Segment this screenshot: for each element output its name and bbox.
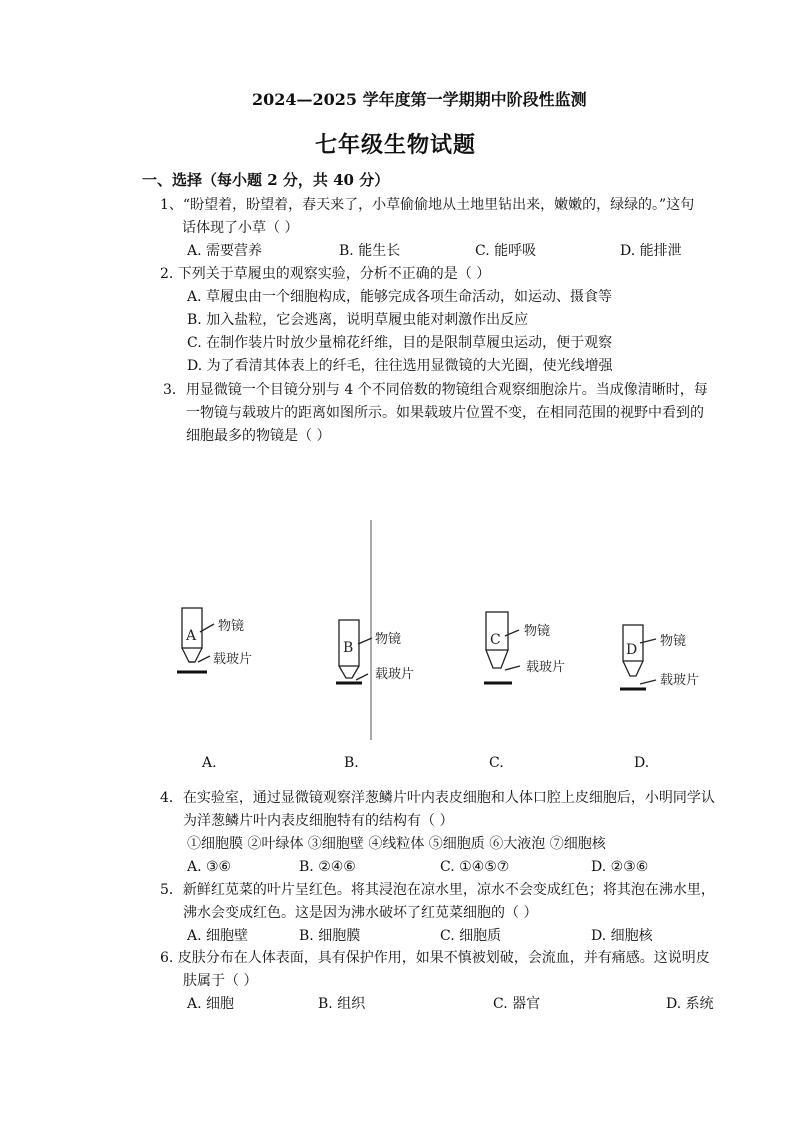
objective-d-label: 物镜 bbox=[660, 634, 687, 649]
q3-option-d: D. bbox=[634, 755, 650, 771]
q3-option-b: B. bbox=[344, 755, 359, 771]
q5-option-a: A. 细胞壁 bbox=[187, 928, 249, 944]
objective-a-letter: A bbox=[186, 628, 197, 644]
q5-stem-line2: 沸水会变成红色。这是因为沸水破坏了红苋菜细胞的（ ） bbox=[183, 905, 538, 921]
q6-option-d: D. 系统 bbox=[666, 996, 714, 1012]
q3-option-c: C. bbox=[489, 755, 504, 771]
q1-stem-line1: 1、“盼望着，盼望着，春天来了，小草偷偷地从土地里钻出来，嫩嫩的，绿绿的。”这句 bbox=[160, 197, 695, 213]
q3-stem-line2: 一物镜与载玻片的距离如图所示。如果载玻片位置不变，在相同范围的视野中看到的 bbox=[186, 405, 704, 421]
q1-option-c: C. 能呼吸 bbox=[475, 243, 537, 259]
q4-option-a: A. ③⑥ bbox=[187, 859, 232, 875]
section-title: 一、选择（每小题 2 分，共 40 分） bbox=[142, 171, 390, 189]
q1-option-b: B. 能生长 bbox=[339, 243, 401, 259]
q1-option-a: A. 需要营养 bbox=[187, 243, 263, 259]
subject-title: 七年级生物试题 bbox=[315, 132, 477, 158]
q6-option-b: B. 组织 bbox=[318, 996, 366, 1012]
q5-option-d: D. 细胞核 bbox=[591, 928, 653, 944]
slide-c-label: 载玻片 bbox=[526, 660, 566, 675]
q6-stem-line1: 6. 皮肤分布在人体表面，具有保护作用，如果不慎被划破，会流血，并有痛感。这说明皮 bbox=[160, 950, 710, 966]
q5-stem-line1: 5．新鲜红苋菜的叶片呈红色。将其浸泡在凉水里，凉水不会变成红色；将其泡在沸水里， bbox=[160, 882, 715, 898]
q4-option-c: C. ①④⑤⑦ bbox=[440, 859, 510, 875]
q4-stem-line3: ①细胞膜 ②叶绿体 ③细胞壁 ④线粒体 ⑤细胞质 ⑥大液泡 ⑦细胞核 bbox=[187, 836, 606, 852]
objective-b-letter: B bbox=[343, 640, 354, 656]
slide-a-label: 载玻片 bbox=[213, 652, 253, 667]
objective-c-label: 物镜 bbox=[524, 624, 551, 639]
q4-stem-line2: 为洋葱鳞片叶内表皮细胞特有的结构有（ ） bbox=[183, 813, 454, 829]
q4-stem-line1: 4．在实验室，通过显微镜观察洋葱鳞片叶内表皮细胞和人体口腔上皮细胞后，小明同学认 bbox=[160, 790, 715, 806]
slide-b-label: 载玻片 bbox=[375, 667, 415, 682]
q6-stem-line2: 肤属于（ ） bbox=[183, 973, 258, 989]
q2-stem: 2. 下列关于草履虫的观察实验，分析不正确的是（ ） bbox=[160, 266, 491, 282]
q4-option-d: D. ②③⑥ bbox=[591, 859, 649, 875]
q2-option-b: B. 加入盐粒，它会逃离，说明草履虫能对刺激作出反应 bbox=[187, 312, 529, 328]
objective-lens-figure bbox=[0, 520, 794, 740]
q2-option-c: C. 在制作装片时放少量棉花纤维，目的是限制草履虫运动，便于观察 bbox=[187, 335, 613, 351]
q4-option-b: B. ②④⑥ bbox=[299, 859, 356, 875]
q1-stem-line2: 话体现了小草（ ） bbox=[182, 220, 299, 236]
objective-c-letter: C bbox=[490, 632, 501, 648]
q1-option-d: D. 能排泄 bbox=[620, 243, 682, 259]
q2-option-a: A. 草履虫由一个细胞构成，能够完成各项生命活动，如运动、摄食等 bbox=[187, 289, 613, 305]
exam-title: 2024—2025 学年度第一学期期中阶段性监测 bbox=[252, 90, 587, 109]
q3-stem-line3: 细胞最多的物镜是（ ） bbox=[186, 428, 331, 444]
objective-d-letter: D bbox=[626, 642, 638, 658]
objective-a-label: 物镜 bbox=[218, 619, 245, 634]
slide-d-label: 载玻片 bbox=[660, 673, 700, 688]
q3-option-a: A. bbox=[202, 755, 217, 771]
q3-stem-line1: 3．用显微镜一个目镜分别与 4 个不同倍数的物镜组合观察细胞涂片。当成像清晰时，每 bbox=[163, 382, 708, 398]
q5-option-c: C. 细胞质 bbox=[440, 928, 502, 944]
objective-b-label: 物镜 bbox=[375, 632, 402, 647]
q6-option-c: C. 器官 bbox=[493, 996, 541, 1012]
q2-option-d: D. 为了看清其体表上的纤毛，往往选用显微镜的大光圈，使光线增强 bbox=[187, 358, 613, 374]
q5-option-b: B. 细胞膜 bbox=[299, 928, 361, 944]
q6-option-a: A. 细胞 bbox=[187, 996, 235, 1012]
